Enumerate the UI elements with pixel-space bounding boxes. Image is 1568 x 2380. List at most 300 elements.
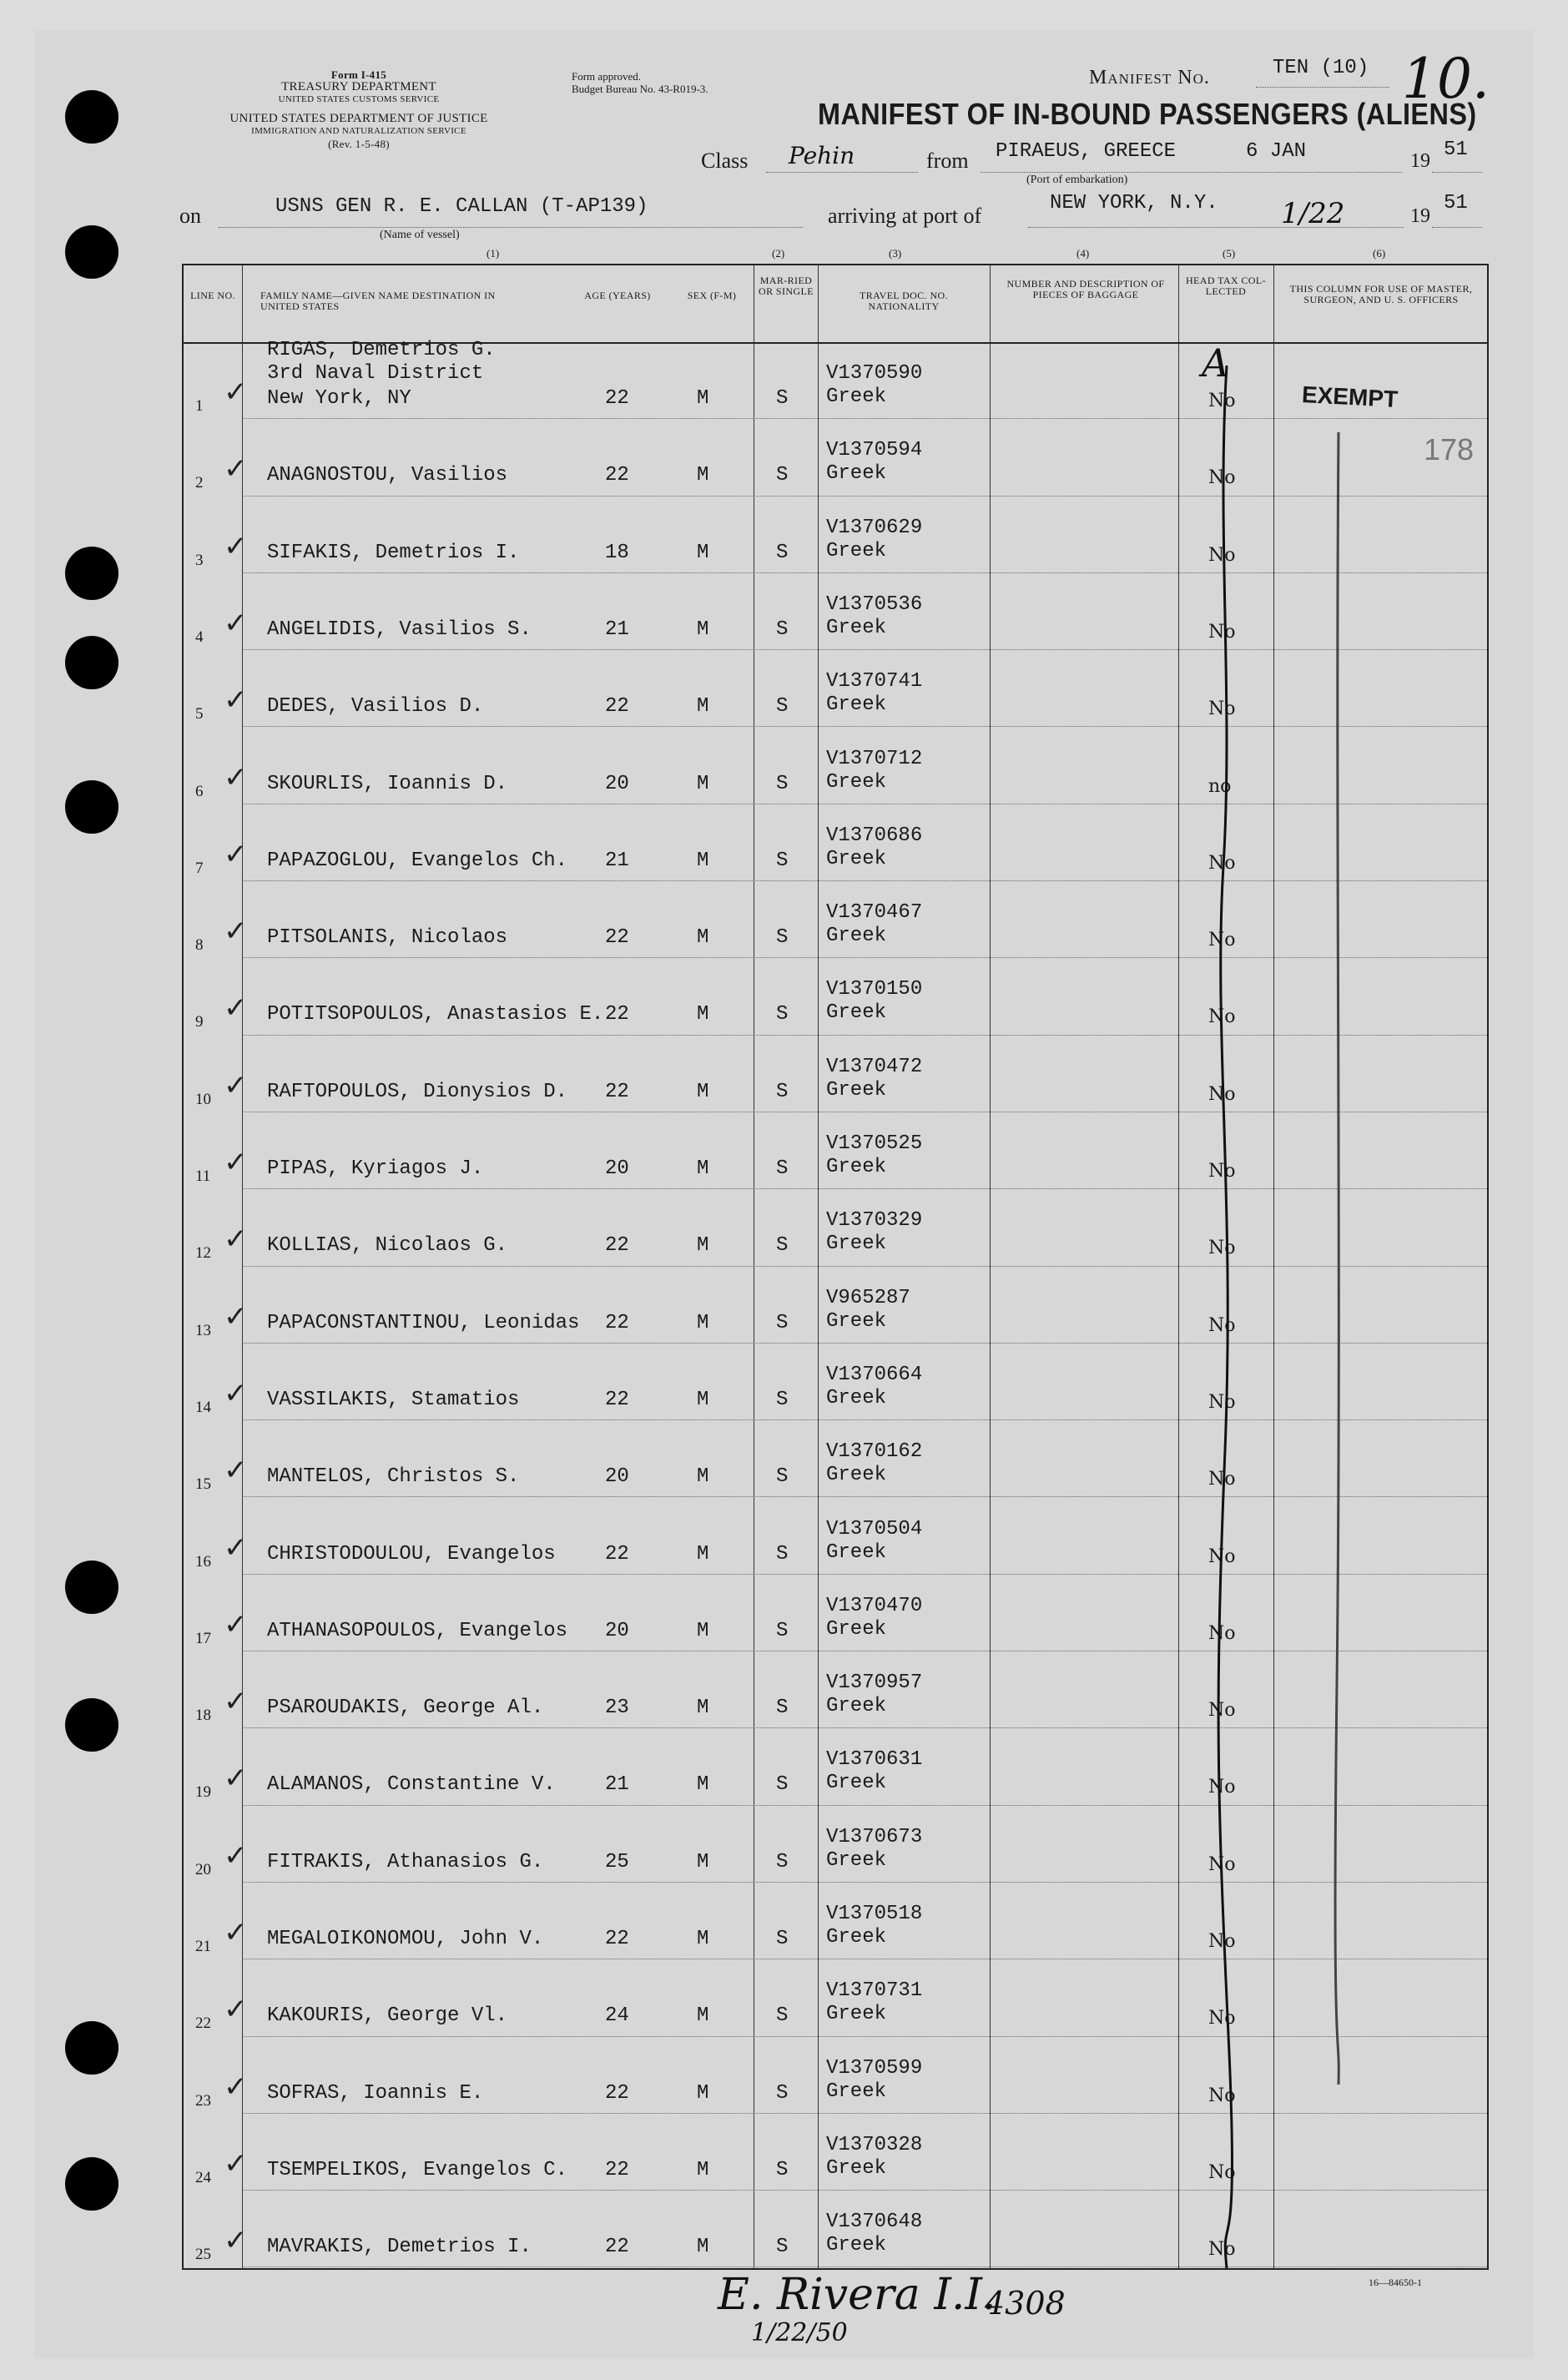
bottom-date: 1/22/50: [751, 2318, 848, 2347]
marital-status: S: [776, 1465, 789, 1489]
nationality: Greek: [826, 2156, 887, 2180]
line-number: 14: [195, 1398, 211, 1416]
treasury-dept: TREASURY DEPARTMENT: [281, 80, 436, 93]
passenger-name: POTITSOPOULOS, Anastasios E.: [267, 1003, 604, 1026]
line-number: 19: [195, 1783, 211, 1802]
class-label: Class: [701, 149, 749, 173]
check-mark-icon: ✓: [224, 837, 248, 871]
table-row: [184, 650, 1487, 727]
head-tax: No: [1208, 1238, 1236, 1259]
nationality: Greek: [826, 847, 887, 870]
check-mark-icon: ✓: [224, 1838, 248, 1873]
age: 20: [605, 1157, 629, 1180]
check-mark-icon: ✓: [224, 1762, 248, 1796]
form-header-left: [179, 68, 538, 150]
passenger-name: PIPAS, Kyriagos J.: [267, 1157, 484, 1180]
table-row: [184, 1728, 1487, 1805]
check-mark-icon: ✓: [224, 683, 248, 718]
punch-hole: [65, 2021, 118, 2075]
passenger-name: PAPAZOGLOU, Evangelos Ch.: [267, 849, 568, 872]
sex: M: [697, 1080, 709, 1103]
officers-pencil-line: [1327, 432, 1352, 2085]
travel-doc-number: V965287: [826, 1286, 910, 1309]
nationality: Greek: [826, 1156, 887, 1178]
nationality: Greek: [826, 1001, 887, 1025]
arrival-date-handwritten: 1/22: [1281, 197, 1345, 230]
table-row: [184, 2191, 1487, 2267]
age: 22: [605, 1234, 629, 1258]
sex: M: [697, 772, 709, 795]
age: 22: [605, 695, 629, 719]
head-tax: No: [1208, 698, 1236, 720]
table-row: [184, 419, 1487, 496]
head-tax: No: [1208, 1931, 1236, 1952]
travel-doc-number: V1370631: [826, 1748, 923, 1772]
nationality: Greek: [826, 462, 887, 486]
sex: M: [697, 1928, 709, 1950]
check-mark-icon: ✓: [224, 2224, 248, 2258]
table-row: [184, 1498, 1487, 1575]
passenger-name: TSEMPELIKOS, Evangelos C.: [267, 2158, 568, 2181]
check-mark-icon: ✓: [224, 1376, 248, 1410]
age: 24: [605, 2004, 629, 2028]
table-row: [184, 339, 1487, 419]
head-tax: No: [1208, 2239, 1236, 2261]
age: 22: [605, 1542, 629, 1566]
age: 20: [605, 772, 629, 795]
passenger-table: [182, 264, 1489, 2270]
port-embark-caption: (Port of embarkation): [1026, 174, 1128, 186]
table-row: [184, 2037, 1487, 2114]
table-row: [184, 2114, 1487, 2191]
header-baggage: NUMBER AND DESCRIPTION OF PIECES OF BAGGAGE: [1006, 278, 1165, 300]
marital-status: S: [776, 1080, 789, 1103]
travel-doc-number: V1370590: [826, 362, 923, 385]
table-row: [184, 1806, 1487, 1883]
age: 22: [605, 2158, 629, 2181]
head-tax-mark: A: [1202, 340, 1230, 386]
passenger-name: RAFTOPOULOS, Dionysios D.: [267, 1080, 568, 1103]
column-number: (4): [1076, 247, 1090, 260]
from-label: from: [926, 149, 969, 173]
age: 22: [605, 926, 629, 950]
line-number: 1: [195, 397, 204, 415]
check-mark-icon: ✓: [224, 760, 248, 794]
passenger-name: KOLLIAS, Nicolaos G.: [267, 1234, 508, 1258]
marital-status: S: [776, 2236, 789, 2259]
sex: M: [697, 618, 709, 641]
marital-status: S: [776, 1850, 789, 1873]
marital-status: S: [776, 2158, 789, 2181]
manifest-no-value: TEN (10): [1273, 57, 1369, 79]
line-number: 18: [195, 1707, 211, 1725]
age: 22: [605, 1388, 629, 1411]
passenger-name: SKOURLIS, Ioannis D.: [267, 772, 508, 795]
line-number: 2: [195, 474, 204, 492]
from-line: [981, 172, 1402, 173]
page-title: MANIFEST OF IN-BOUND PASSENGERS (ALIENS): [818, 97, 1477, 131]
from-value: PIRAEUS, GREECE: [996, 140, 1177, 163]
head-tax: No: [1208, 1391, 1236, 1413]
table-row: [184, 1036, 1487, 1112]
table-row: [184, 1420, 1487, 1497]
passenger-name: PITSOLANIS, Nicolaos: [267, 926, 508, 950]
sex: M: [697, 2158, 709, 2181]
head-tax: No: [1208, 852, 1236, 874]
head-tax: No: [1208, 1006, 1236, 1028]
age: 21: [605, 849, 629, 872]
travel-doc-number: V1370162: [826, 1440, 923, 1464]
head-tax: No: [1208, 2161, 1236, 2183]
nationality: Greek: [826, 1540, 887, 1564]
nationality: Greek: [826, 770, 887, 794]
arrival-port: NEW YORK, N.Y.: [1050, 192, 1218, 214]
travel-doc-number: V1370712: [826, 747, 923, 770]
head-tax: No: [1208, 1545, 1236, 1567]
travel-doc-number: V1370329: [826, 1209, 923, 1233]
age: 22: [605, 387, 629, 410]
table-row: [184, 958, 1487, 1035]
age: 21: [605, 618, 629, 641]
marital-status: S: [776, 541, 789, 564]
head-tax: No: [1208, 1469, 1236, 1490]
nationality: Greek: [826, 1309, 887, 1333]
check-mark-icon: ✓: [224, 1993, 248, 2027]
travel-doc-number: V1370594: [826, 439, 923, 462]
nationality: Greek: [826, 2080, 887, 2103]
check-mark-icon: ✓: [224, 376, 248, 409]
travel-doc-number: V1370150: [826, 978, 923, 1001]
sex: M: [697, 926, 709, 950]
arrival-year: 51: [1444, 192, 1468, 214]
passenger-name: PAPACONSTANTINOU, Leonidas: [267, 1311, 580, 1334]
line-number: 25: [195, 2246, 211, 2264]
travel-doc-number: V1370957: [826, 1672, 923, 1695]
check-mark-icon: ✓: [224, 1223, 248, 1257]
head-tax: No: [1208, 1853, 1236, 1875]
destination: 3rd Naval District: [267, 362, 484, 385]
passenger-name: ANGELIDIS, Vasilios S.: [267, 618, 532, 641]
manifest-no-line: [1256, 87, 1389, 88]
head-tax: No: [1208, 2085, 1236, 2106]
passenger-name: ATHANASOPOULOS, Evangelos: [267, 1619, 568, 1642]
head-tax: No: [1208, 544, 1236, 566]
line-number: 7: [195, 859, 204, 877]
nationality: Greek: [826, 2003, 887, 2026]
marital-status: S: [776, 2081, 789, 2105]
passenger-name: ANAGNOSTOU, Vasilios: [267, 464, 508, 487]
sex: M: [697, 1850, 709, 1873]
head-tax: No: [1208, 621, 1236, 643]
line-number: 23: [195, 2091, 211, 2110]
check-mark-icon: ✓: [224, 991, 248, 1026]
sex: M: [697, 2236, 709, 2259]
sex: M: [697, 1311, 709, 1334]
header-officers: THIS COLUMN FOR USE OF MASTER, SURGEON, AND U. S. OFFICERS: [1289, 283, 1473, 305]
year-value: 51: [1444, 139, 1468, 161]
nationality: Greek: [826, 1695, 887, 1718]
age: 20: [605, 1465, 629, 1489]
travel-doc-number: V1370472: [826, 1055, 923, 1078]
punch-hole: [65, 636, 118, 689]
head-tax: No: [1208, 391, 1236, 411]
header-head-tax: HEAD TAX COL-LECTED: [1185, 275, 1266, 297]
table-row: [184, 497, 1487, 573]
nationality: Greek: [826, 1926, 887, 1949]
check-mark-icon: ✓: [224, 1916, 248, 1949]
vessel-line: [219, 227, 803, 228]
age: 21: [605, 1773, 629, 1797]
check-mark-icon: ✓: [224, 2070, 248, 2104]
check-mark-icon: ✓: [224, 1530, 248, 1565]
head-tax: No: [1208, 1700, 1236, 1722]
check-mark-icon: ✓: [224, 1607, 248, 1641]
travel-doc-number: V1370629: [826, 516, 923, 539]
column-number: (2): [772, 247, 785, 260]
passenger-name: MEGALOIKONOMOU, John V.: [267, 1928, 544, 1950]
age: 20: [605, 1619, 629, 1642]
header-name: FAMILY NAME—GIVEN NAME DESTINATION IN UNITED STATES: [260, 290, 496, 312]
bottom-number: 4308: [985, 2285, 1066, 2322]
header-line-no: LINE NO.: [190, 290, 235, 301]
sex: M: [697, 1157, 709, 1180]
punch-hole: [65, 2157, 118, 2211]
sex: M: [697, 541, 709, 564]
passenger-name: MANTELOS, Christos S.: [267, 1465, 520, 1489]
sex: M: [697, 1542, 709, 1566]
table-row: [184, 1883, 1487, 1959]
sex: M: [697, 1773, 709, 1797]
table-row: [184, 1112, 1487, 1189]
line-number: 10: [195, 1090, 211, 1108]
marital-status: S: [776, 618, 789, 641]
travel-doc-number: V1370731: [826, 1979, 923, 2003]
form-code: 16—84650-1: [1369, 2277, 1422, 2288]
head-tax: No: [1208, 1161, 1236, 1182]
check-mark-icon: ✓: [224, 1685, 248, 1719]
line-number: 6: [195, 782, 204, 800]
date-value: 6 JAN: [1246, 140, 1307, 163]
head-tax: No: [1208, 467, 1236, 489]
arrival-port-line: [1028, 227, 1404, 228]
table-row: [184, 573, 1487, 650]
age: 22: [605, 1080, 629, 1103]
marital-status: S: [776, 772, 789, 795]
line-number: 5: [195, 705, 204, 724]
line-number: 8: [195, 936, 204, 955]
travel-doc-number: V1370328: [826, 2133, 923, 2156]
arriving-label: arriving at port of: [828, 204, 982, 228]
header-sex: SEX (F-M): [687, 290, 737, 301]
on-label: on: [179, 204, 201, 228]
manifest-no-label: Manifest No.: [1089, 67, 1210, 88]
marital-status: S: [776, 1234, 789, 1258]
age: 22: [605, 1928, 629, 1950]
table-header: [184, 265, 1487, 344]
sex: M: [697, 695, 709, 719]
travel-doc-number: V1370686: [826, 824, 923, 847]
stamp-number: 178: [1424, 432, 1475, 466]
marital-status: S: [776, 464, 789, 487]
line-number: 13: [195, 1321, 211, 1339]
line-number: 3: [195, 551, 204, 569]
travel-doc-number: V1370536: [826, 592, 923, 616]
check-mark-icon: ✓: [224, 606, 248, 640]
check-mark-icon: ✓: [224, 915, 248, 949]
table-row: [184, 881, 1487, 958]
line-number: 17: [195, 1629, 211, 1647]
sex: M: [697, 387, 709, 410]
year-line: [1432, 172, 1482, 173]
age: 22: [605, 2081, 629, 2105]
marital-status: S: [776, 1311, 789, 1334]
check-mark-icon: ✓: [224, 452, 248, 487]
nationality: Greek: [826, 1848, 887, 1872]
head-tax: No: [1208, 930, 1236, 951]
justice-dept: UNITED STATES DEPARTMENT OF JUSTICE: [229, 112, 488, 125]
age: 18: [605, 541, 629, 564]
table-row: [184, 1651, 1487, 1728]
sex: M: [697, 1619, 709, 1642]
line-number: 20: [195, 1860, 211, 1878]
passenger-name: FITRAKIS, Athanasios G.: [267, 1850, 544, 1873]
nationality: Greek: [826, 1233, 887, 1256]
passenger-name: MAVRAKIS, Demetrios I.: [267, 2236, 532, 2259]
travel-doc-number: V1370518: [826, 1903, 923, 1925]
sex: M: [697, 1697, 709, 1720]
passenger-name: CHRISTODOULOU, Evangelos: [267, 1542, 556, 1566]
sex: M: [697, 2081, 709, 2105]
class-line: [766, 172, 918, 173]
marital-status: S: [776, 1619, 789, 1642]
line-number: 24: [195, 2168, 211, 2186]
budget-bureau: Budget Bureau No. 43-R019-3.: [572, 83, 708, 95]
head-tax: no: [1208, 775, 1232, 797]
marital-status: S: [776, 1928, 789, 1950]
form-approval: [572, 70, 708, 95]
header-travel-doc: TRAVEL DOC. NO. NATIONALITY: [859, 290, 948, 312]
line-number: 16: [195, 1552, 211, 1571]
travel-doc-number: V1370504: [826, 1517, 923, 1540]
table-row: [184, 1959, 1487, 2036]
travel-doc-number: V1370673: [826, 1825, 923, 1848]
age: 25: [605, 1850, 629, 1873]
table-row: [184, 728, 1487, 804]
nationality: Greek: [826, 1386, 887, 1409]
marital-status: S: [776, 1157, 789, 1180]
age: 22: [605, 1311, 629, 1334]
bottom-signature: E. Rivera I.I.: [718, 2270, 996, 2320]
passenger-name: VASSILAKIS, Stamatios: [267, 1388, 520, 1411]
vessel-caption: (Name of vessel): [380, 229, 460, 241]
marital-status: S: [776, 926, 789, 950]
vessel-value: USNS GEN R. E. CALLAN (T-AP139): [275, 195, 648, 218]
marital-status: S: [776, 387, 789, 410]
punch-hole: [65, 780, 118, 834]
marital-status: S: [776, 1003, 789, 1026]
form-number: Form I-415: [330, 68, 387, 81]
nationality: Greek: [826, 693, 887, 717]
arrival-year-line: [1432, 227, 1482, 228]
table-row: [184, 804, 1487, 881]
age: 22: [605, 464, 629, 487]
line-number: 21: [195, 1938, 211, 1955]
punch-hole: [65, 225, 118, 279]
passenger-name: SOFRAS, Ioannis E.: [267, 2081, 484, 2105]
immigration-service: IMMIGRATION AND NATURALIZATION SERVICE: [251, 126, 466, 136]
passenger-name: PSAROUDAKIS, George Al.: [267, 1697, 544, 1720]
check-mark-icon: ✓: [224, 1146, 248, 1179]
sex: M: [697, 1388, 709, 1411]
nationality: Greek: [826, 539, 887, 562]
nationality: Greek: [826, 925, 887, 948]
travel-doc-number: V1370599: [826, 2056, 923, 2080]
class-value: Pehin: [789, 142, 855, 169]
manifest-no-handwritten: 10.: [1402, 47, 1490, 111]
line-number: 12: [195, 1244, 211, 1263]
marital-status: S: [776, 1697, 789, 1720]
arrival-year-prefix: 19: [1410, 205, 1430, 227]
customs-service: UNITED STATES CUSTOMS SERVICE: [278, 94, 440, 104]
revision: (Rev. 1-5-48): [328, 138, 390, 150]
age: 22: [605, 2236, 629, 2259]
passenger-name: SIFAKIS, Demetrios I.: [267, 541, 520, 564]
travel-doc-number: V1370741: [826, 670, 923, 693]
marital-status: S: [776, 849, 789, 872]
check-mark-icon: ✓: [224, 1068, 248, 1102]
passenger-name: RIGAS, Demetrios G.: [267, 339, 496, 361]
nationality: Greek: [826, 1464, 887, 1487]
head-tax: No: [1208, 1622, 1236, 1644]
column-number: (3): [889, 247, 902, 260]
form-approved: Form approved.: [572, 70, 642, 83]
marital-status: S: [776, 1388, 789, 1411]
passenger-name: DEDES, Vasilios D.: [267, 695, 484, 719]
head-tax: No: [1208, 1083, 1236, 1105]
nationality: Greek: [826, 1772, 887, 1795]
table-row: [184, 1267, 1487, 1344]
punch-hole: [65, 90, 118, 144]
head-tax-tick-line: [1210, 366, 1243, 2268]
destination: New York, NY: [267, 387, 411, 410]
check-mark-icon: ✓: [224, 1299, 248, 1334]
passenger-name: KAKOURIS, George Vl.: [267, 2004, 508, 2028]
check-mark-icon: ✓: [224, 529, 248, 563]
marital-status: S: [776, 1773, 789, 1797]
line-number: 15: [195, 1475, 211, 1494]
nationality: Greek: [826, 386, 887, 408]
header-married: MAR-RIED OR SINGLE: [759, 275, 814, 297]
table-row: [184, 1344, 1487, 1420]
column-number: (1): [487, 247, 500, 260]
punch-hole: [65, 1561, 118, 1614]
line-number: 9: [195, 1013, 204, 1031]
marital-status: S: [776, 1542, 789, 1566]
age: 22: [605, 1003, 629, 1026]
line-number: 4: [195, 628, 204, 646]
check-mark-icon: ✓: [224, 2146, 248, 2181]
column-number: (5): [1223, 247, 1236, 260]
sex: M: [697, 1465, 709, 1489]
head-tax: No: [1208, 2008, 1236, 2030]
table-row: [184, 1575, 1487, 1651]
sex: M: [697, 849, 709, 872]
line-number: 11: [195, 1167, 211, 1185]
table-row: [184, 1189, 1487, 1266]
travel-doc-number: V1370467: [826, 901, 923, 925]
exempt-annotation: EXEMPT: [1301, 381, 1399, 412]
nationality: Greek: [826, 1617, 887, 1641]
